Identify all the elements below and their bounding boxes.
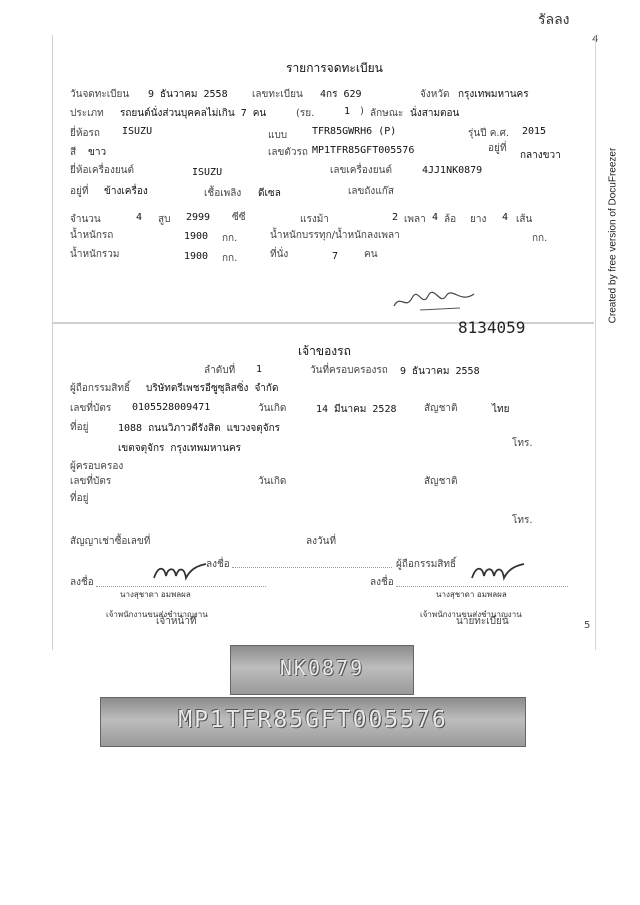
address-label: ที่อยู่ (70, 422, 89, 433)
sign-left-label: ลงชื่อ (70, 577, 94, 588)
model: TFR85GWRH6 (P) (312, 126, 397, 137)
sign-right-label: ลงชื่อ (370, 577, 394, 588)
possession-date: 9 ธันวาคม 2558 (400, 366, 480, 377)
engine-brand-label: ยี่ห้อเครื่องยนต์ (70, 165, 135, 176)
official-pos-left: เจ้าพนักงานขนส่งชำนาญงาน (106, 610, 208, 619)
year: 2015 (522, 126, 547, 137)
at-label: อยู่ที่ (488, 143, 507, 154)
right-role: นายทะเบียน (456, 616, 509, 627)
brand-label: ยี่ห้อรถ (70, 128, 100, 139)
style-label: ลักษณะ (370, 108, 404, 119)
model-label: แบบ (268, 130, 288, 141)
dob: 14 มีนาคม 2528 (316, 404, 397, 415)
engine-at-label: อยู่ที่ (70, 186, 89, 197)
chassis-number-rubbing (100, 697, 526, 747)
engine-at: ข้างเครื่อง (104, 186, 148, 197)
style: นั่งสามตอน (410, 108, 460, 119)
cylinder-label: สูบ (158, 214, 171, 225)
nation-label: สัญชาติ (424, 403, 458, 414)
id-label: เลขที่บัตร (70, 403, 112, 414)
total-weight-label: น้ำหนักรวม (70, 249, 120, 260)
hp-label: แรงม้า (300, 214, 329, 225)
plate-label: เลขทะเบียน (252, 89, 303, 100)
contract-label: สัญญาเช่าซื้อเลขที่ (70, 536, 151, 547)
possession-date-label: วันที่ครอบครองรถ (310, 365, 388, 376)
sign-name-label: ลงชื่อ (206, 559, 230, 570)
reg-date: 9 ธันวาคม 2558 (148, 89, 228, 100)
plate: 4กร 629 (320, 89, 362, 100)
load-label: น้ำหนักบรรทุก/น้ำหนักลงเพลา (270, 230, 400, 241)
type-code-label: (รย. (296, 108, 315, 119)
chassis: MP1TFR85GFT005576 (312, 145, 415, 156)
persons-label: คน (364, 249, 378, 260)
tire-unit: เส้น (516, 214, 533, 225)
type: รถยนต์นั่งส่วนบุคคลไม่เกิน 7 คน (120, 108, 267, 119)
kg-3: กก. (222, 253, 238, 264)
seats: 7 (332, 251, 339, 262)
fuel-label: เชื้อเพลิง (204, 188, 242, 199)
dob-label: วันเกิด (258, 403, 287, 414)
address-line-2: เขตจตุจักร กรุงเทพมหานคร (118, 443, 242, 454)
sign-right-line (396, 586, 568, 587)
tires: 4 (502, 212, 509, 223)
owner-title: เจ้าของรถ (298, 344, 351, 358)
page-number-top: 4 (592, 34, 599, 45)
engine-number-rubbing (230, 645, 414, 695)
official-signature-left (150, 556, 210, 586)
handwritten-scribble (390, 288, 480, 314)
chassis-label: เลขตัวรถ (268, 147, 308, 158)
engine-no: 4JJ1NK0879 (422, 165, 483, 176)
owner-name: บริษัทตรีเพชรอีซูซุลิสซิ่ง จำกัด (146, 383, 279, 394)
axle-label: เพลา (404, 214, 426, 225)
handwritten-note: รัลลง (538, 12, 570, 28)
count: 4 (136, 212, 143, 223)
wheel-label: ล้อ (444, 214, 457, 225)
brand: ISUZU (122, 126, 153, 137)
total-weight: 1900 (184, 251, 209, 262)
official-signature-right (468, 556, 528, 586)
chassis-rubbing-text: MP1TFR85GFT005576 (178, 707, 448, 733)
order: 1 (256, 364, 263, 375)
color-label: สี (70, 147, 77, 158)
phone-label: โทร. (512, 438, 533, 449)
province-label: จังหวัด (420, 89, 450, 100)
kg-1: กก. (222, 233, 238, 244)
engine-no-label: เลขเครื่องยนต์ (330, 165, 392, 176)
stamp-number: 8134059 (458, 318, 526, 337)
at: กลางขวา (520, 150, 561, 161)
sign-name-line (232, 567, 392, 568)
id2-label: เลขที่บัตร (70, 476, 112, 487)
dob2-label: วันเกิด (258, 476, 287, 487)
page-number-bottom: 5 (584, 620, 591, 631)
tire-label: ยาง (470, 214, 487, 225)
type-code-close: ) (360, 106, 364, 117)
nation2-label: สัญชาติ (424, 476, 458, 487)
sign-left-line (96, 586, 266, 587)
address2-label: ที่อยู่ (70, 493, 89, 504)
official-pos-right: เจ้าพนักงานขนส่งชำนาญงาน (420, 610, 522, 619)
weight: 1900 (184, 231, 209, 242)
possessor-label: ผู้ครอบครอง (70, 461, 124, 472)
type-code: 1 (344, 106, 351, 117)
engine-rubbing-text: NK0879 (279, 656, 365, 680)
official-name-left: นางสุชาดา อมพลผล (120, 590, 191, 599)
color: ขาว (88, 147, 107, 158)
address-line-1: 1088 ถนนวิภาวดีรังสิต แขวงจตุจักร (118, 423, 281, 434)
type-label: ประเภท (70, 108, 104, 119)
count-label: จำนวน (70, 214, 101, 225)
fuel: ดีเซล (258, 188, 281, 199)
wheels: 4 (432, 212, 439, 223)
phone2-label: โทร. (512, 515, 533, 526)
registration-title: รายการจดทะเบียน (286, 61, 383, 75)
engine-brand: ISUZU (192, 167, 223, 178)
id-no: 0105528009471 (132, 402, 211, 413)
weight-label: น้ำหนักรถ (70, 230, 114, 241)
year-label: รุ่นปี ค.ศ. (468, 128, 510, 139)
gas-tank-label: เลขถังแก๊ส (348, 186, 394, 197)
kg-2: กก. (532, 233, 548, 244)
contract-date-label: ลงวันที่ (306, 536, 337, 547)
province: กรุงเทพมหานคร (458, 89, 529, 100)
nation: ไทย (492, 404, 510, 415)
axles: 2 (392, 212, 399, 223)
watermark (603, 120, 627, 360)
order-label: ลำดับที่ (204, 365, 236, 376)
cc: 2999 (186, 212, 211, 223)
owner-sig-label: ผู้ถือกรรมสิทธิ์ (396, 559, 457, 570)
official-name-right: นางสุชาดา อมพลผล (436, 590, 507, 599)
reg-date-label: วันจดทะเบียน (70, 89, 130, 100)
watermark-text: Created by free version of DocuFreezer (607, 147, 619, 324)
cc-label: ซีซี (232, 212, 246, 223)
seats-label: ที่นั่ง (270, 249, 289, 260)
left-role: เจ้าหน้าที่ (156, 616, 197, 627)
owner-label: ผู้ถือกรรมสิทธิ์ (70, 383, 131, 394)
